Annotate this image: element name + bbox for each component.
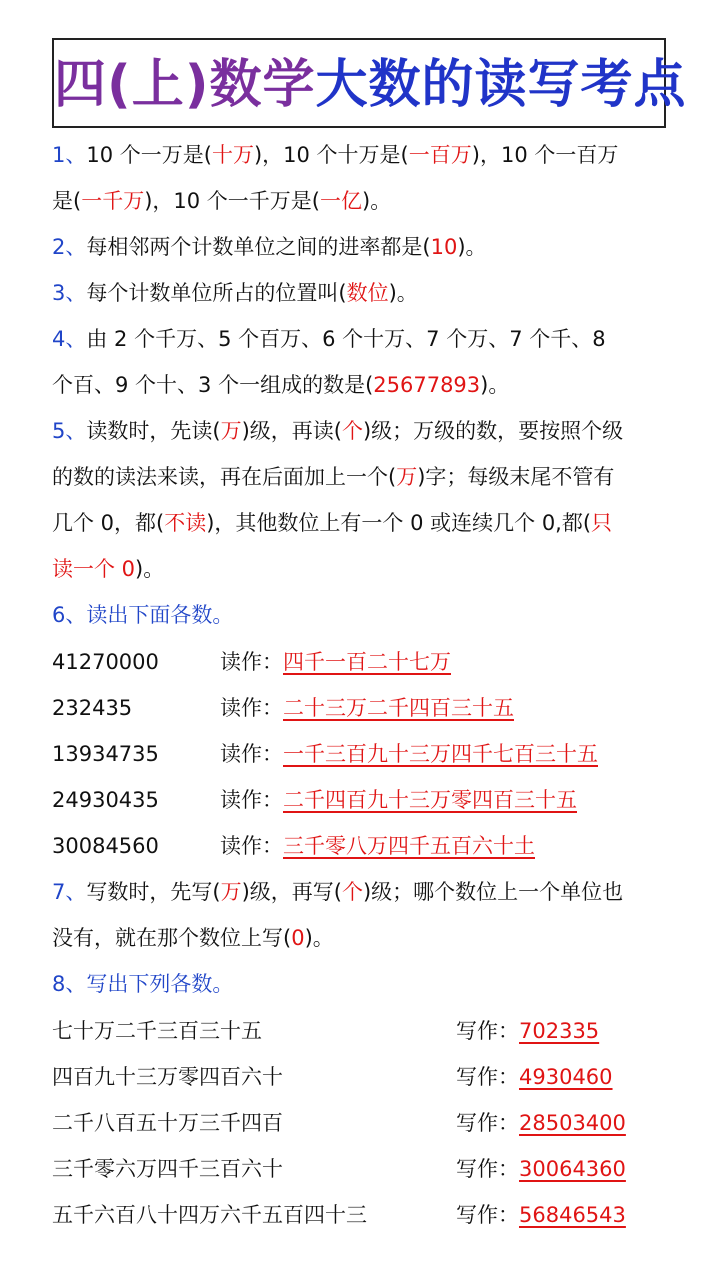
q6-answer: 二千四百九十三万零四百三十五 [283,788,577,812]
q5-text: )级；万级的数，要按照个级 [362,419,624,443]
q1-text: )。 [362,189,392,213]
q5-text: )，其他数位上有一个 0 或连续几个 0,都( [206,511,592,535]
q2-text: )。 [457,235,487,259]
q5-line4 [52,554,164,584]
q4-number: 4、 [52,327,87,351]
q8-label: 写作： [456,1111,519,1135]
q6-label: 读作： [220,650,283,674]
q8-row [456,1154,626,1184]
q5-text: 的数的读法来读，再在后面加上一个( [52,465,397,489]
q1-text: )，10 个十万是( [253,143,409,167]
q6-row [220,831,535,861]
q3-line [52,278,418,308]
q5-answer: 个 [341,419,363,443]
q6-number: 13934735 [52,742,159,766]
q2-text: 每相邻两个计数单位之间的进率都是( [86,235,431,259]
q5-answer: 万 [220,419,242,443]
q6-answer: 一千三百九十三万四千七百三十五 [283,742,598,766]
q3-text: 每个计数单位所占的位置叫( [86,281,347,305]
q8-answer: 30064360 [519,1157,626,1181]
q7-text: )。 [304,926,334,950]
q7-text: )级，再写( [241,880,342,904]
q1-number: 1、 [52,143,87,167]
title-part2: 大数的读写考点 [315,55,687,115]
q2-number: 2、 [52,235,87,259]
q2-answer: 10 [430,235,458,259]
q6-number: 232435 [52,696,133,720]
q4-answer: 25677893 [373,373,481,397]
q4-line2 [52,370,509,400]
q7-number: 7、 [52,880,87,904]
q1-text: 10 个一万是( [86,143,212,167]
q5-line3 [52,508,612,538]
q8-words: 二千八百五十万三千四百 [52,1111,283,1135]
q6-answer: 四千一百二十七万 [283,650,451,674]
q6-label: 读作： [220,742,283,766]
q6-number: 30084560 [52,834,159,858]
q7-text: )级；哪个数位上一个单位也 [362,880,624,904]
q8-row [456,1016,599,1046]
q8-row [456,1200,626,1230]
q4-text: 个百、9 个十、3 个一组成的数是( [52,373,374,397]
q6-number: 24930435 [52,788,159,812]
q1-answer: 一亿 [320,189,362,213]
q5-text: 读数时，先读( [86,419,221,443]
q5-line1 [52,416,623,446]
q1-line2 [52,186,391,216]
q8-words: 七十万二千三百三十五 [52,1019,262,1043]
q4-text: )。 [480,373,510,397]
q8-words: 三千零六万四千三百六十 [52,1157,283,1181]
q4-line1 [52,324,606,354]
q8-answer: 28503400 [519,1111,626,1135]
q1-answer: 十万 [211,143,254,167]
q5-number: 5、 [52,419,87,443]
q7-answer: 0 [291,926,305,950]
q8-answer: 702335 [519,1019,600,1043]
q8-row [456,1062,613,1092]
q7-answer: 个 [341,880,363,904]
q6-label: 读作： [220,696,283,720]
q8-label: 写作： [456,1157,519,1181]
q5-text: )级，再读( [241,419,342,443]
q8-words: 五千六百八十四万六千五百四十三 [52,1203,367,1227]
q6-label: 读作： [220,834,283,858]
q6-row [220,785,577,815]
q5-answer: 只 [591,511,613,535]
q3-number: 3、 [52,281,87,305]
q5-answer: 读一个 0 [52,557,136,581]
q5-line2 [52,462,614,492]
q2-line [52,232,487,262]
q8-answer: 4930460 [519,1065,613,1089]
q6-label: 读作： [220,788,283,812]
q7-text: 写数时，先写( [86,880,221,904]
q5-text: )字；每级末尾不管有 [417,465,615,489]
q5-answer: 不读 [164,511,207,535]
q1-answer: 一百万 [408,143,472,167]
q1-text: )，10 个一百万 [471,143,619,167]
q7-text: 没有，就在那个数位上写( [52,926,292,950]
q1-line1 [52,140,618,170]
q8-label: 写作： [456,1065,519,1089]
q5-answer: 万 [396,465,418,489]
q3-answer: 数位 [346,281,389,305]
q8-label: 写作： [456,1019,519,1043]
q1-text: )，10 个一千万是( [144,189,320,213]
q7-answer: 万 [220,880,242,904]
q5-text: 几个 0，都( [52,511,165,535]
q3-text: )。 [388,281,418,305]
q6-number: 41270000 [52,650,159,674]
title-part1: 四(上)数学 [54,55,316,115]
title-box [52,38,687,128]
q1-text: 是( [52,189,82,213]
q8-answer: 56846543 [519,1203,626,1227]
q6-row [220,647,451,677]
q6-row [220,693,514,723]
q8-label: 写作： [456,1203,519,1227]
q8-row [456,1108,626,1138]
q6-answer: 三千零八万四千五百六十土 [283,834,535,858]
q6-row [220,739,598,769]
q1-answer: 一千万 [81,189,145,213]
q8-words: 四百九十三万零四百六十 [52,1065,283,1089]
q4-text: 由 2 个千万、5 个百万、6 个十万、7 个万、7 个千、8 [86,327,606,351]
q7-line2 [52,923,334,953]
q5-text: )。 [135,557,165,581]
q6-answer: 二十三万二千四百三十五 [283,696,514,720]
q6-heading: 6、读出下面各数。 [52,603,234,627]
q7-line1 [52,877,623,907]
q8-heading: 8、写出下列各数。 [52,972,234,996]
page-title [54,46,687,124]
